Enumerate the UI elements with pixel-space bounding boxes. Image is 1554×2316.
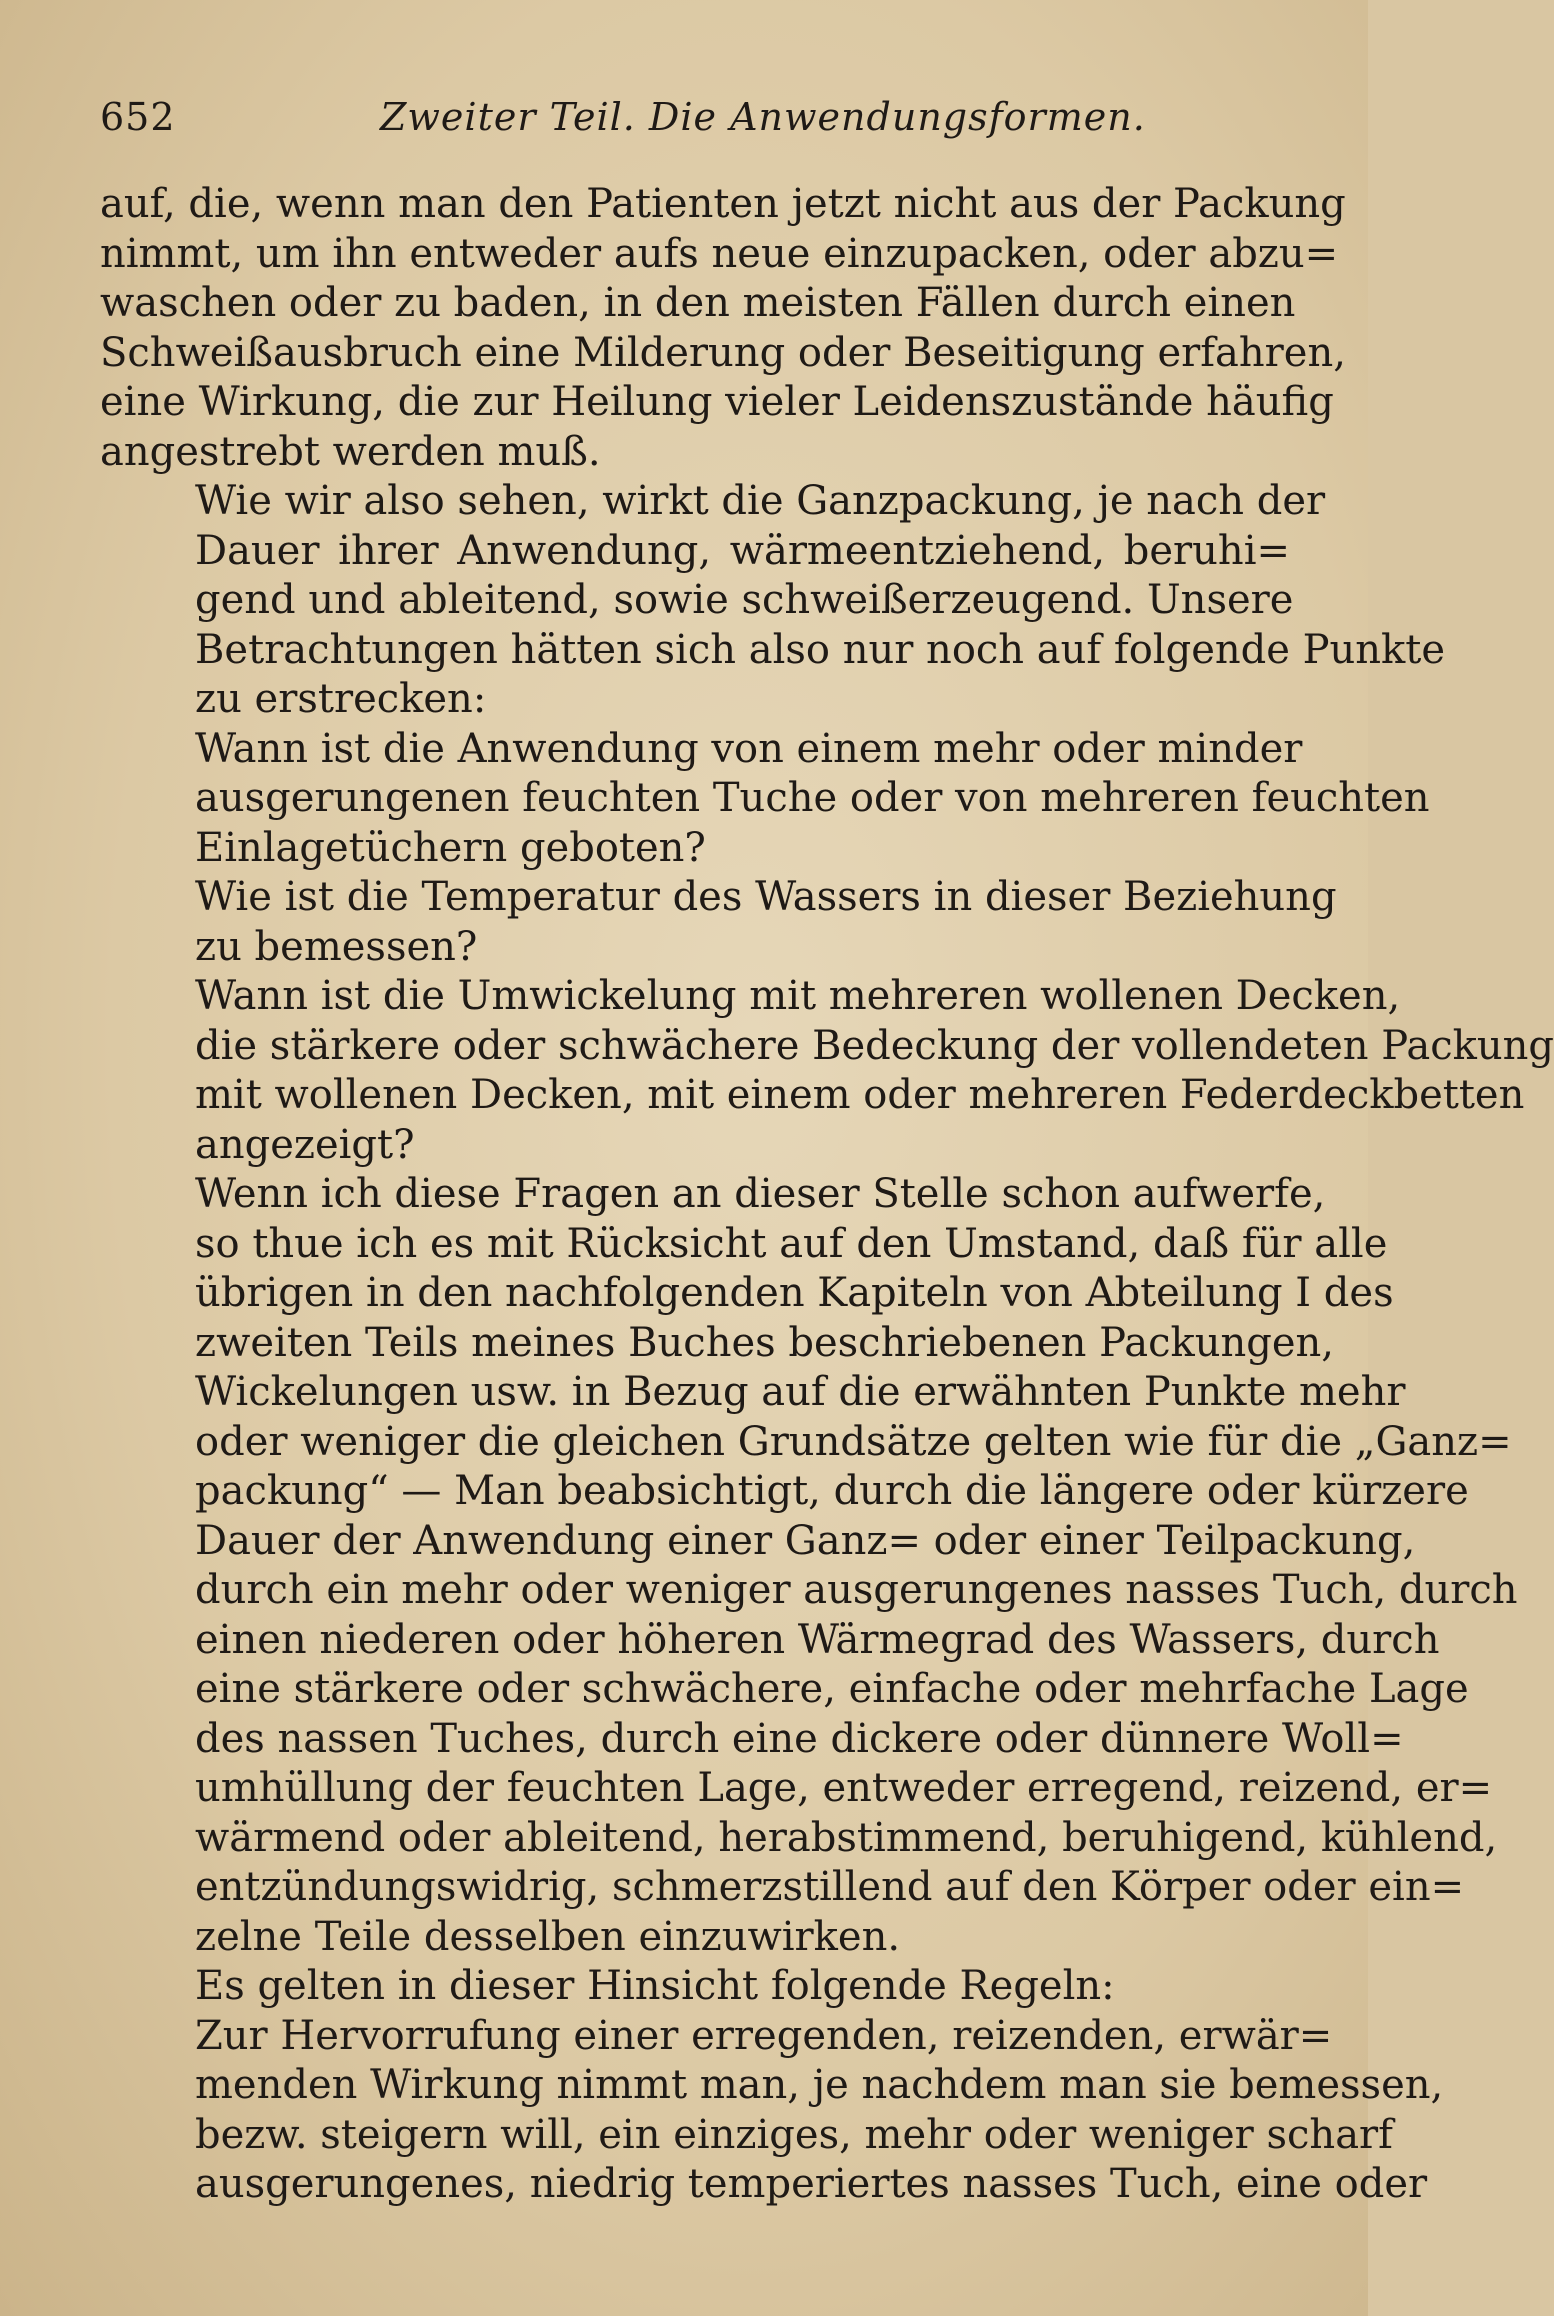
text-line: durch ein mehr oder weniger ausgerungenes nasses Tuch, durch [195, 1567, 1518, 1613]
text-line: zelne Teile desselben einzuwirken. [195, 1913, 901, 1960]
paragraph [100, 2012, 1444, 2210]
text-line: Es gelten in dieser Hinsicht folgende Regeln: [195, 1963, 1115, 2009]
body-text [100, 180, 1554, 2210]
text-line: ausgerungenen feuchten Tuche oder von mehreren feuchten [195, 775, 1430, 821]
paragraph [100, 873, 1337, 972]
text-line: auf, die, wenn man den Patienten jetzt nicht aus der Packung [100, 181, 1346, 227]
paragraph [100, 1962, 1290, 2012]
text-line: wärmend oder ableitend, herabstimmend, beruhigend, kühlend, [195, 1814, 1498, 1861]
running-head: Zweiter Teil. Die Anwendungsformen. [380, 95, 1146, 139]
text-line: Wie ist die Temperatur des Wassers in dieser Beziehung [195, 874, 1337, 920]
text-line: menden Wirkung nimmt man, je nachdem man sie bemessen, [195, 2062, 1444, 2108]
paragraph [100, 1170, 1518, 1962]
text-line: ausgerungenes, niedrig temperiertes nasses Tuch, eine oder [195, 2161, 1428, 2207]
text-line: Wann ist die Umwickelung mit mehreren wollenen Decken, [195, 973, 1401, 1019]
text-line: Einlagetüchern geboten? [195, 824, 706, 871]
text-line: zu bemessen? [195, 923, 478, 970]
text-line: Betrachtungen hätten sich also nur noch auf folgende Punkte [195, 626, 1446, 673]
text-line: zu erstrecken: [195, 676, 487, 722]
text-line: oder weniger die gleichen Grundsätze gelten wie für die „Ganz= [195, 1418, 1512, 1465]
text-line: Zur Hervorrufung einer erregenden, reizenden, erwär= [195, 2012, 1333, 2059]
text-line: bezw. steigern will, ein einziges, mehr oder weniger scharf [195, 2111, 1393, 2158]
text-line: umhüllung der feuchten Lage, entweder erregend, reizend, er= [195, 1765, 1493, 1811]
text-line: gend und ableitend, sowie schweißerzeugend. Unsere [195, 577, 1294, 623]
paragraph [100, 180, 1346, 477]
text-line: Wie wir also sehen, wirkt die Ganzpackung, je nach der [195, 478, 1326, 524]
text-line: entzündungswidrig, schmerzstillend auf den Körper oder ein= [195, 1864, 1465, 1910]
text-line: eine stärkere oder schwächere, einfache oder mehrfache Lage [195, 1666, 1469, 1712]
text-line: packung“ — Man beabsichtigt, durch die längere oder kürzere [195, 1468, 1469, 1514]
text-line: mit wollenen Decken, mit einem oder mehreren Federdeckbetten [195, 1072, 1525, 1118]
paragraph [100, 477, 1446, 725]
page-header [100, 92, 1280, 142]
text-line: Wann ist die Anwendung von einem mehr oder minder [195, 725, 1303, 772]
text-line: zweiten Teils meines Buches beschriebenen Packungen, [195, 1319, 1335, 1366]
text-line: Schweißausbruch eine Milderung oder Beseitigung erfahren, [100, 329, 1346, 376]
text-line: übrigen in den nachfolgenden Kapiteln von Abteilung I des [195, 1270, 1394, 1316]
text-line: Wickelungen usw. in Bezug auf die erwähnten Punkte mehr [195, 1369, 1406, 1415]
text-line: so thue ich es mit Rücksicht auf den Umstand, daß für alle [195, 1220, 1388, 1267]
text-line: die stärkere oder schwächere Bedeckung der vollendeten Packung [195, 1022, 1554, 1069]
page-number: 652 [100, 95, 176, 139]
text-line: angezeigt? [195, 1121, 415, 1168]
text-line: nimmt, um ihn entweder aufs neue einzupacken, oder abzu= [100, 230, 1339, 277]
text-line: Dauer der Anwendung einer Ganz= oder einer Teilpackung, [195, 1517, 1416, 1564]
text-line: waschen oder zu baden, in den meisten Fällen durch einen [100, 280, 1296, 326]
text-line: angestrebt werden muß. [100, 428, 601, 475]
text-line: des nassen Tuches, durch eine dickere oder dünnere Woll= [195, 1715, 1404, 1762]
text-line: einen niederen oder höheren Wärmegrad des Wassers, durch [195, 1616, 1440, 1663]
text-line: eine Wirkung, die zur Heilung vieler Leidenszustände häufig [100, 379, 1334, 425]
text-line: Wenn ich diese Fragen an dieser Stelle schon aufwerfe, [195, 1171, 1326, 1217]
paragraph [100, 972, 1554, 1170]
text-line: Dauer ihrer Anwendung, wärmeentziehend, beruhi= [195, 527, 1290, 574]
paragraph [100, 725, 1430, 874]
